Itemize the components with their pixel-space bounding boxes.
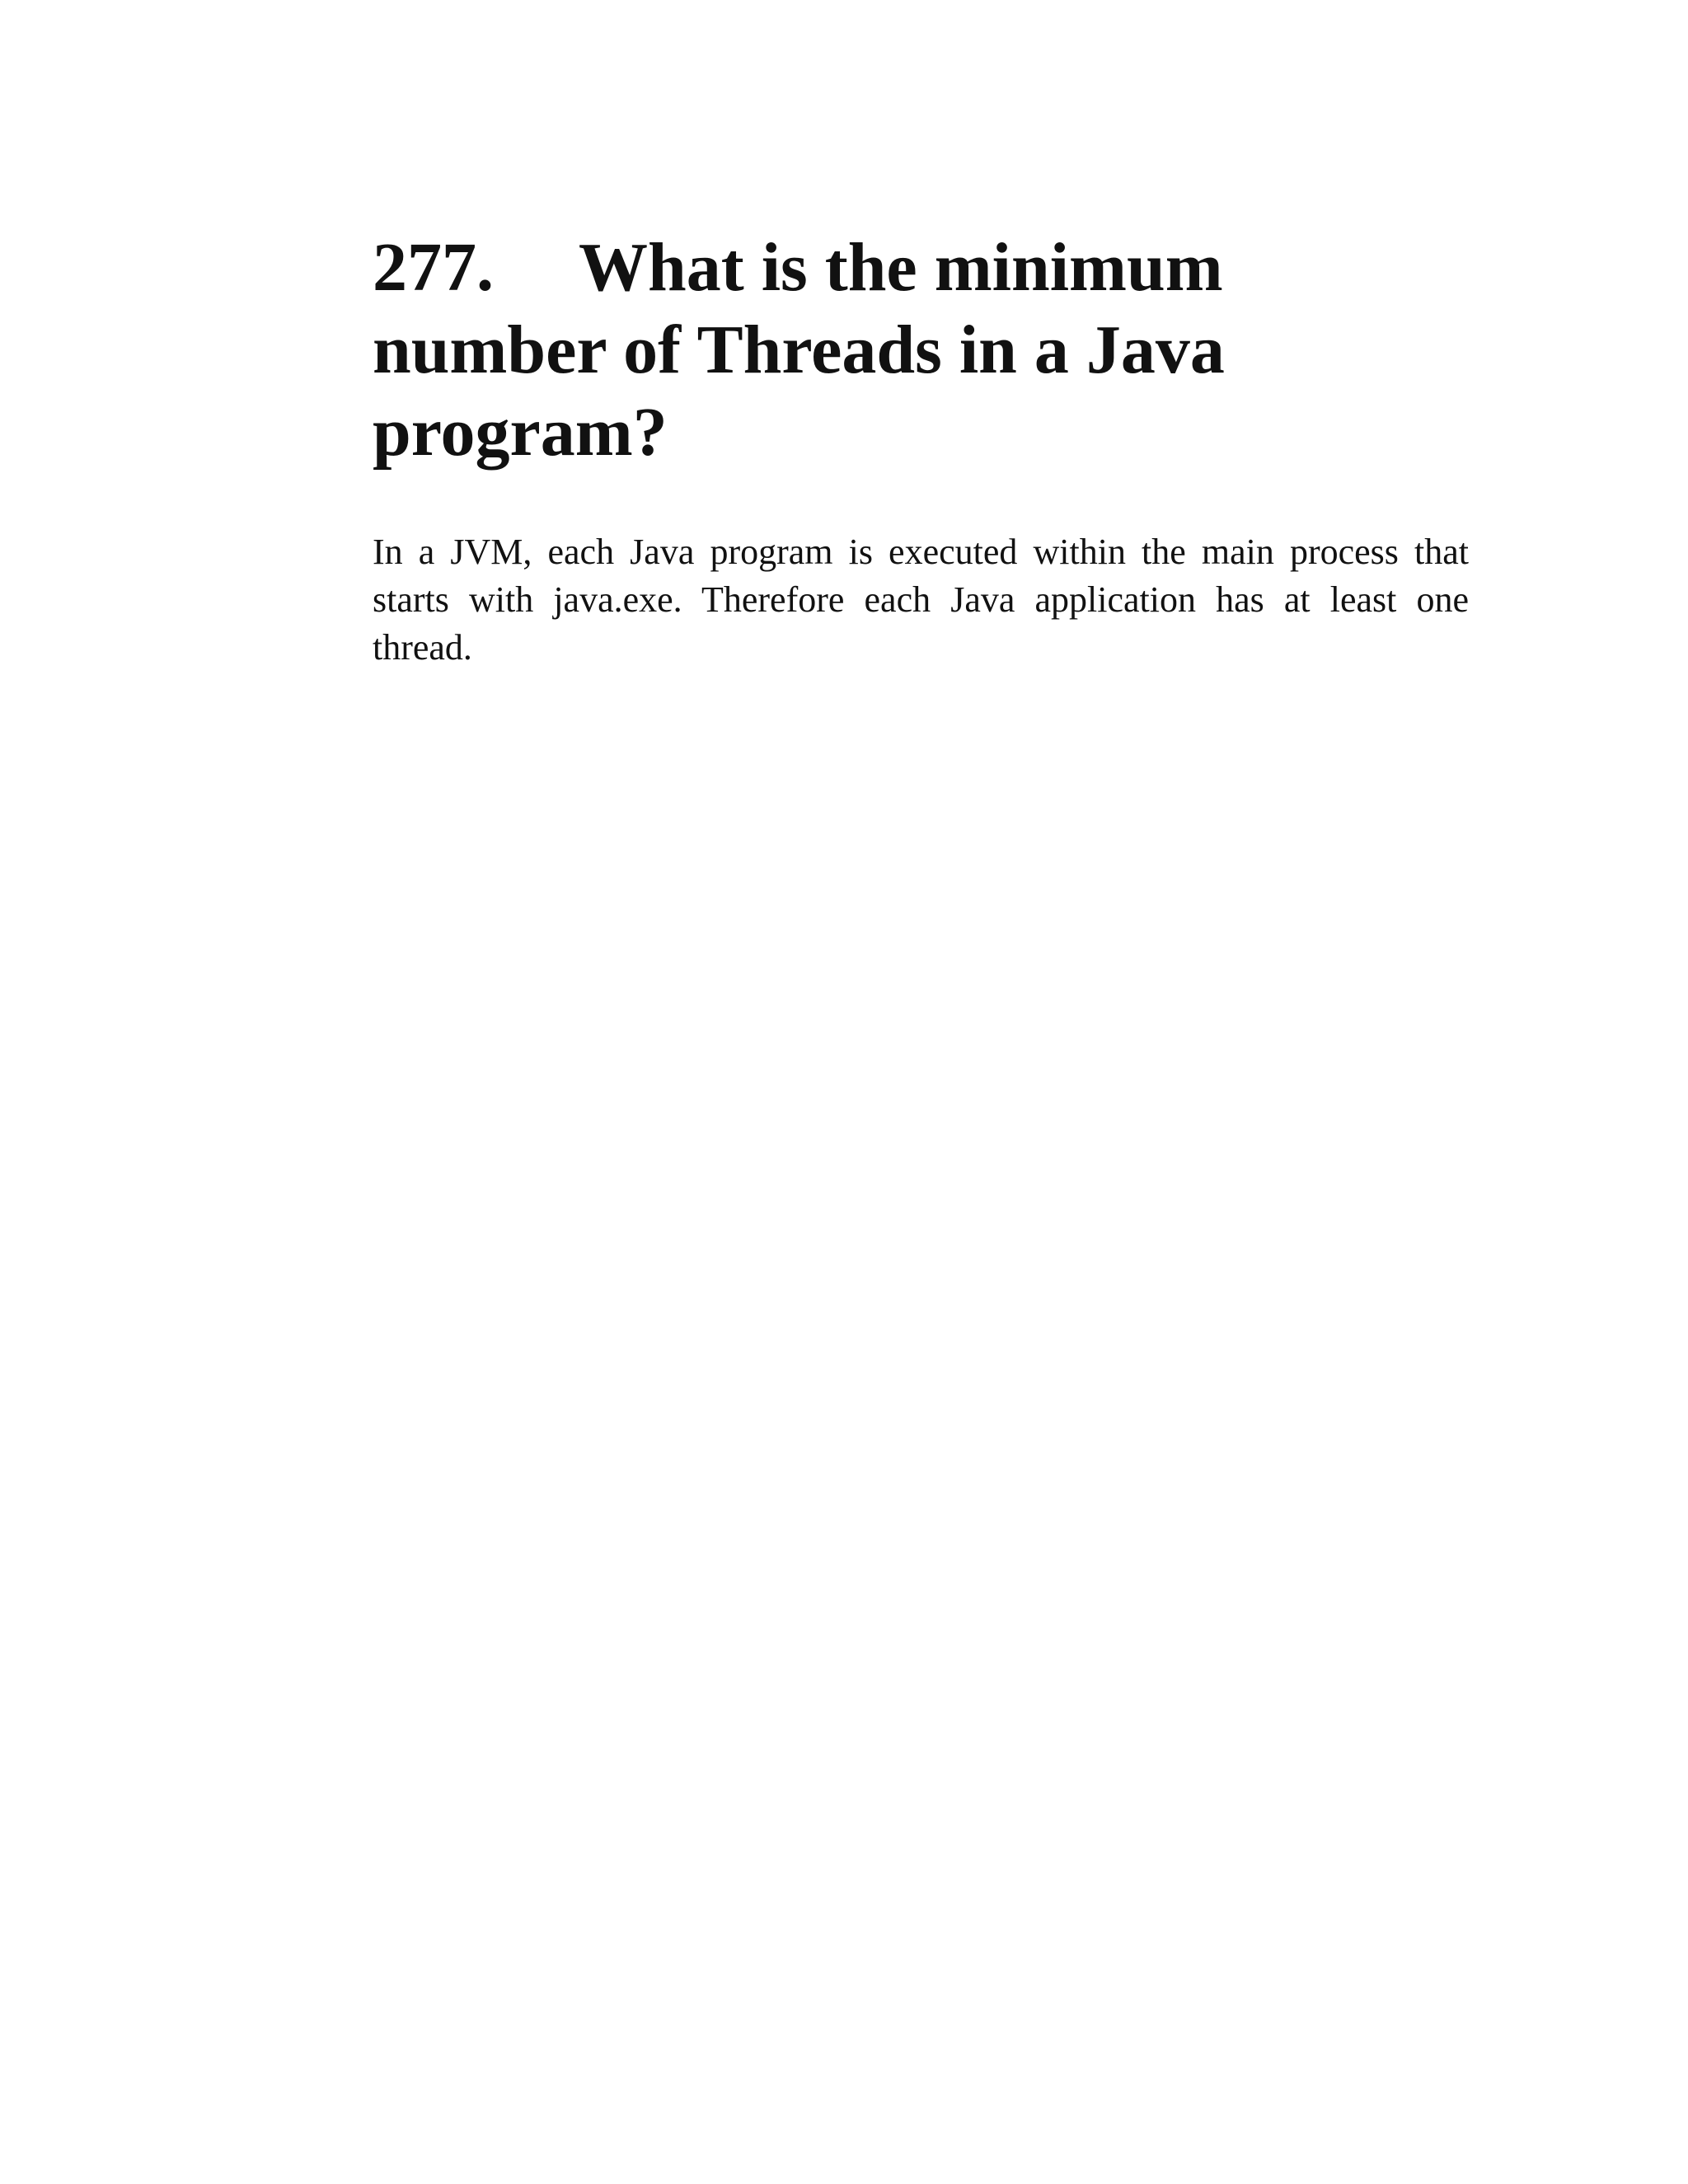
section-heading bbox=[373, 227, 1469, 474]
section-body: In a JVM, each Java program is executed within the main process that starts with java.exe. Therefore each Java application has at least one thread. bbox=[373, 532, 1469, 668]
section-title: What is the minimum number of Threads in a Java program? bbox=[373, 229, 1225, 471]
section-number: 277. bbox=[373, 229, 494, 306]
section-content bbox=[373, 227, 1469, 672]
